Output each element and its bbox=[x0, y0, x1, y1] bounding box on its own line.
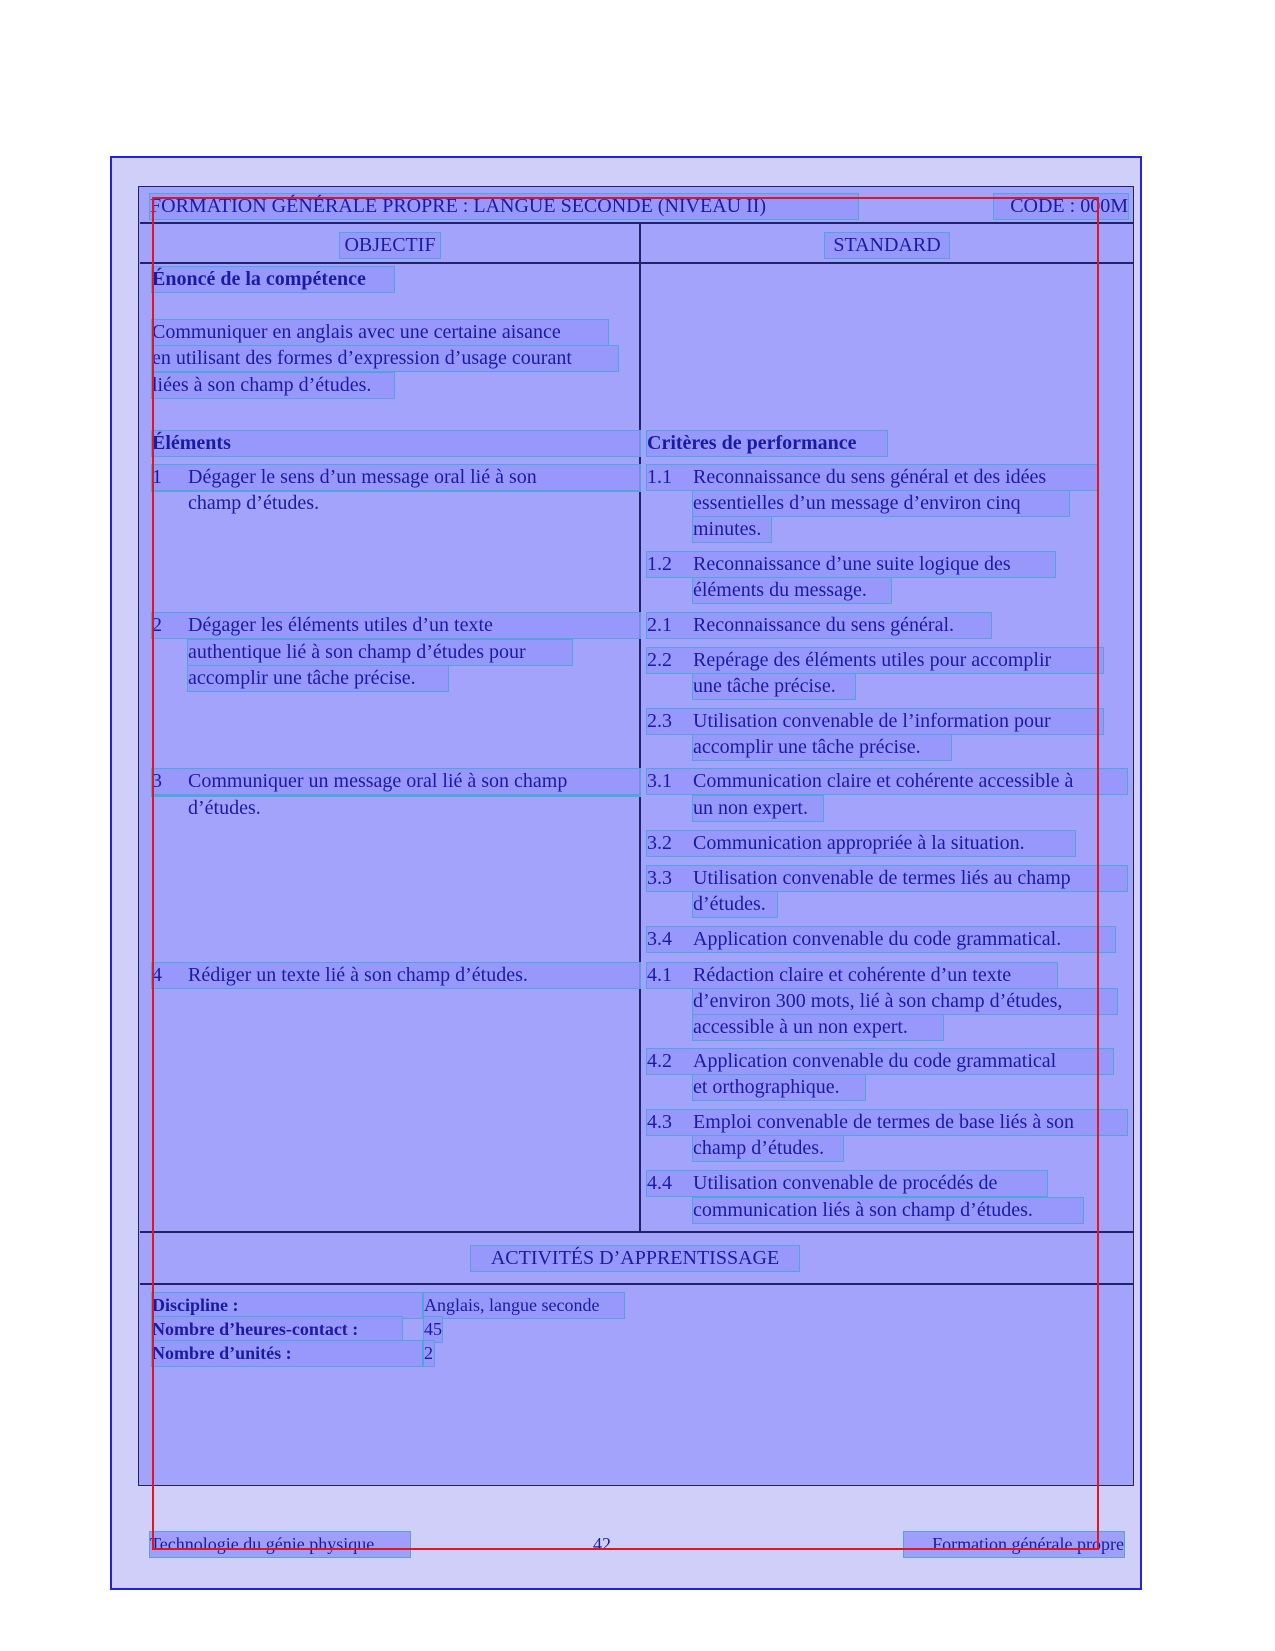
criterion-item-cont: et orthographique. bbox=[693, 1075, 865, 1100]
criterion-item: 3.3 Utilisation convenable de termes liés au champ bbox=[647, 866, 1127, 891]
criteria-heading: Critères de performance bbox=[647, 431, 887, 456]
rule-activities-bottom bbox=[140, 1283, 1133, 1285]
criterion-item: 4.2 Application convenable du code grammatical bbox=[647, 1049, 1113, 1074]
criterion-item-cont: un non expert. bbox=[693, 796, 823, 821]
doc-title: FORMATION GÉNÉRALE PROPRE : LANGUE SECONDE (NIVEAU II) bbox=[150, 194, 858, 219]
element-item-cont: accomplir une tâche précise. bbox=[188, 666, 448, 691]
criterion-item: 2.2 Repérage des éléments utiles pour accomplir bbox=[647, 648, 1103, 673]
footer-right: Formation générale propre bbox=[904, 1532, 1124, 1557]
criterion-item-cont: une tâche précise. bbox=[693, 674, 855, 699]
criterion-item-cont: accessible à un non expert. bbox=[693, 1015, 943, 1040]
footer-left: Technologie du génie physique bbox=[150, 1532, 410, 1557]
element-item-cont: authentique lié à son champ d’études pour bbox=[188, 640, 572, 665]
criterion-item-cont: minutes. bbox=[693, 517, 771, 542]
activities-label: Nombre d’unités : bbox=[152, 1341, 422, 1366]
criterion-item-cont: d’environ 300 mots, lié à son champ d’études, bbox=[693, 989, 1117, 1014]
activities-value: Anglais, langue seconde bbox=[424, 1293, 624, 1318]
activities-label: Nombre d’heures-contact : bbox=[152, 1317, 402, 1342]
criterion-item-cont: communication liés à son champ d’études. bbox=[693, 1198, 1083, 1223]
element-item: 1 Dégager le sens d’un message oral lié à son bbox=[152, 465, 640, 490]
rule-activities-top bbox=[140, 1231, 1133, 1233]
column-divider bbox=[639, 222, 641, 1232]
competence-line: en utilisant des formes d’expression d’usage courant bbox=[152, 346, 618, 371]
rule-columns bbox=[140, 262, 1133, 264]
criterion-item: 3.4 Application convenable du code grammatical. bbox=[647, 927, 1115, 952]
activities-value: 45 bbox=[424, 1317, 442, 1342]
criterion-item: 4.4 Utilisation convenable de procédés de bbox=[647, 1171, 1047, 1196]
criterion-item: 3.1 Communication claire et cohérente accessible à bbox=[647, 769, 1127, 794]
element-item: 2 Dégager les éléments utiles d’un texte bbox=[152, 613, 640, 638]
criterion-item-cont: d’études. bbox=[693, 892, 777, 917]
criterion-item: 4.3 Emploi convenable de termes de base liés à son bbox=[647, 1110, 1127, 1135]
criterion-item-cont: accomplir une tâche précise. bbox=[693, 735, 951, 760]
column-standard: STANDARD bbox=[825, 233, 949, 258]
element-item: 3 Communiquer un message oral lié à son champ bbox=[152, 769, 640, 794]
competence-heading: Énoncé de la compétence bbox=[152, 267, 394, 292]
activities-title: ACTIVITÉS D’APPRENTISSAGE bbox=[471, 1246, 799, 1271]
competence-line: liées à son champ d’études. bbox=[152, 373, 394, 398]
element-item: 4 Rédiger un texte lié à son champ d’études. bbox=[152, 963, 640, 988]
footer-page-number: 42 bbox=[593, 1534, 611, 1554]
criterion-item-cont: essentielles d’un message d’environ cinq bbox=[693, 491, 1069, 516]
criterion-item: 2.3 Utilisation convenable de l’information pour bbox=[647, 709, 1103, 734]
criterion-item-cont: champ d’études. bbox=[693, 1136, 843, 1161]
doc-code: CODE : 000M bbox=[994, 194, 1128, 219]
criterion-item: 4.1 Rédaction claire et cohérente d’un texte bbox=[647, 963, 1057, 988]
criterion-item: 1.1 Reconnaissance du sens général et des idées bbox=[647, 465, 1097, 490]
activities-value: 2 bbox=[424, 1341, 434, 1366]
column-objectif: OBJECTIF bbox=[340, 233, 440, 258]
rule-header bbox=[140, 222, 1133, 224]
elements-heading: Éléments bbox=[152, 431, 640, 456]
criterion-item: 1.2 Reconnaissance d’une suite logique des bbox=[647, 552, 1055, 577]
criterion-item: 2.1 Reconnaissance du sens général. bbox=[647, 613, 991, 638]
criterion-item: 3.2 Communication appropriée à la situation. bbox=[647, 831, 1075, 856]
competence-line: Communiquer en anglais avec une certaine aisance bbox=[152, 320, 608, 345]
activities-label: Discipline : bbox=[152, 1293, 422, 1318]
criterion-item-cont: éléments du message. bbox=[693, 578, 891, 603]
